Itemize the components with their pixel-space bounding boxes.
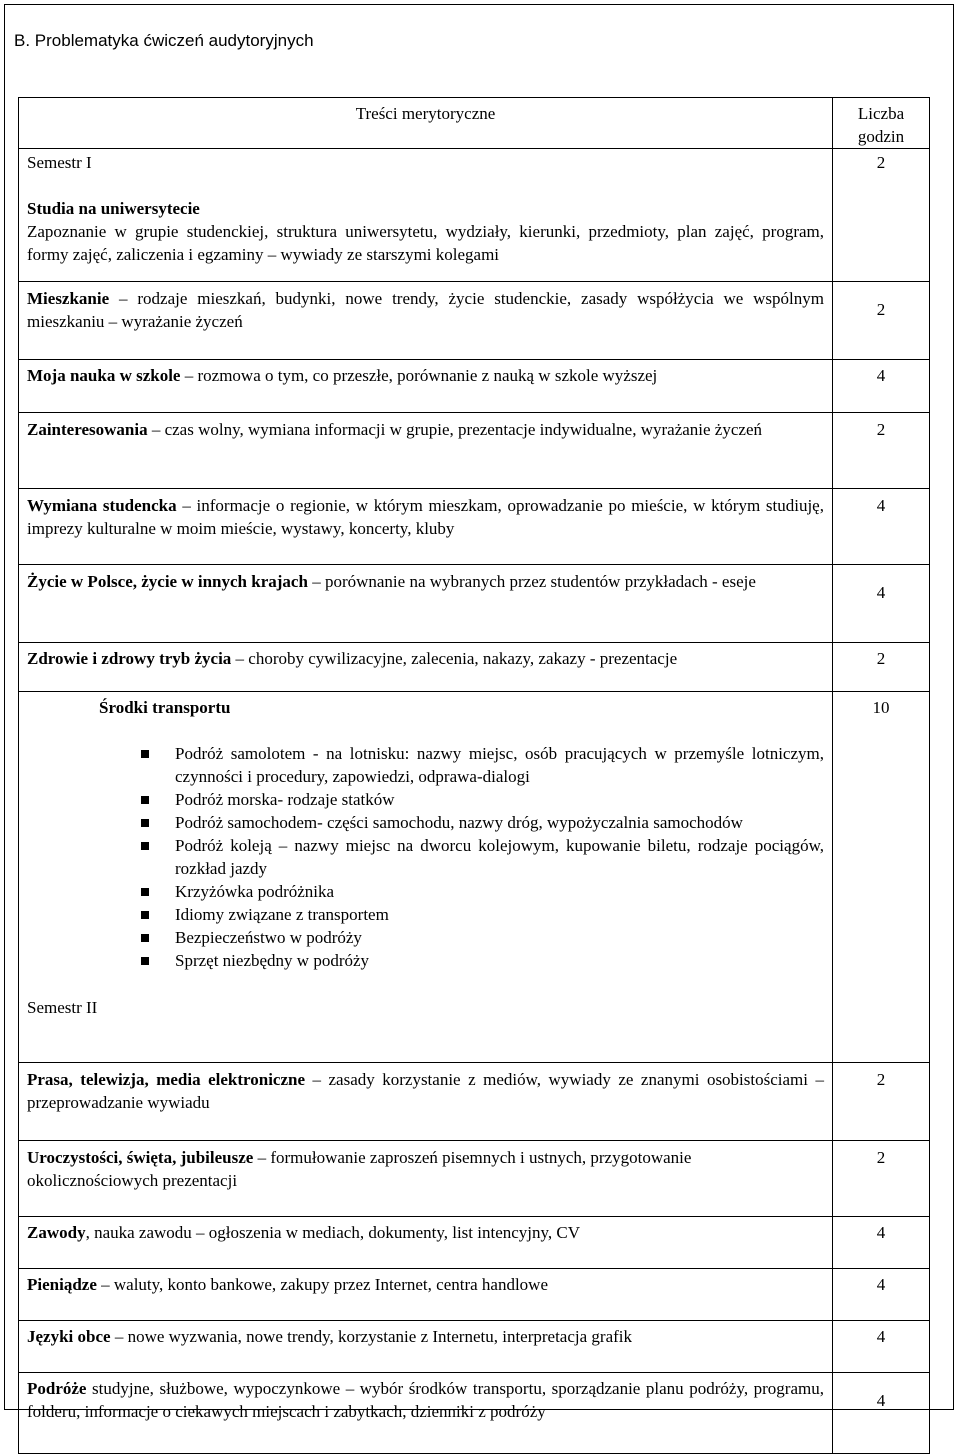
topic-title: Zainteresowania: [27, 420, 148, 439]
table-row: [19, 149, 930, 282]
hours-cell: 4: [833, 1321, 930, 1373]
topic-cell: [19, 1141, 833, 1217]
table-header-row: [19, 98, 930, 149]
topic-title: Życie w Polsce, życie w innych krajach: [27, 572, 308, 591]
topic-cell: [19, 643, 833, 692]
list-item: Bezpieczeństwo w podróży: [175, 926, 824, 949]
topic-title: Języki obce: [27, 1327, 111, 1346]
topic-title: Zawody: [27, 1223, 86, 1242]
hours-cell: 2: [833, 643, 930, 692]
section-heading: B. Problematyka ćwiczeń audytoryjnych: [14, 31, 314, 50]
list-item: Sprzęt niezbędny w podróży: [175, 949, 824, 972]
topic-title: Środki transportu: [99, 698, 231, 717]
topic-title: Podróże: [27, 1379, 87, 1398]
transport-list: [27, 742, 824, 972]
table-row: [19, 1269, 930, 1321]
topic-cell: [19, 360, 833, 413]
table-row: [19, 1063, 930, 1141]
topic-text: studyjne, służbowe, wypoczynkowe – wybór środków transportu, sporządzanie planu podróży, programu, folderu, informacje o ciekawych miejscach i zabytkach, dzienniki z podróży: [27, 1379, 824, 1421]
topic-cell: [19, 1321, 833, 1373]
table-row: [19, 692, 930, 1063]
topic-title: Prasa, telewizja, media elektroniczne: [27, 1070, 306, 1089]
topic-text: – rozmowa o tym, co przeszłe, porównanie z nauką w szkole wyższej: [180, 366, 658, 385]
hours-cell: 10: [833, 692, 930, 1063]
list-item: Podróż samolotem - na lotnisku: nazwy miejsc, osób pracujących w przemyśle lotniczym, czynności i procedury, zapowiedzi, odprawa-dialogi: [175, 744, 824, 786]
topic-text: – rodzaje mieszkań, budynki, nowe trendy, życie studenckie, zasady współżycia we wspólnym mieszkaniu – wyrażanie życzeń: [27, 289, 824, 331]
transport-cell: [19, 692, 833, 1063]
topic-text: – porównanie na wybranych przez studentów przykładach - eseje: [307, 572, 756, 591]
topic-text: – informacje o regionie, w którym mieszkam, oprowadzanie po mieście, w którym studiuję, imprezy kulturalne w moim mieście, wystawy, koncerty, kluby: [27, 496, 824, 538]
list-item: Krzyżówka podróżnika: [175, 880, 824, 903]
topic-cell: [19, 1269, 833, 1321]
table-row: [19, 1373, 930, 1454]
topic-cell: [19, 489, 833, 565]
semester1-label: Semestr I: [27, 153, 92, 172]
topic-title: Pieniądze: [27, 1275, 97, 1294]
topic-text: – nowe wyzwania, nowe trendy, korzystanie z Internetu, interpretacja grafik: [110, 1327, 633, 1346]
hours-cell: 2: [833, 1141, 930, 1217]
hours-cell: 2: [833, 282, 930, 360]
hours-column-header: Liczba godzin: [833, 98, 930, 149]
list-item: Idiomy związane z transportem: [175, 903, 824, 926]
hours-cell: 4: [833, 489, 930, 565]
topic-text: , nauka zawodu – ogłoszenia w mediach, dokumenty, list intencyjny, CV: [85, 1223, 581, 1242]
topic-cell: [19, 282, 833, 360]
topic-text: – formułowanie zaproszeń pisemnych i ustnych, przygotowanie okolicznościowych prezentacji: [27, 1148, 692, 1190]
topic-text: – czas wolny, wymiana informacji w grupie, prezentacje indywidualne, wyrażanie życzeń: [147, 420, 762, 439]
hours-cell: 4: [833, 360, 930, 413]
topic-cell: [19, 1373, 833, 1454]
topic-title: Wymiana studencka: [27, 496, 177, 515]
table-row: [19, 1217, 930, 1269]
topic-title: Moja nauka w szkole: [27, 366, 181, 385]
transport-title: [27, 696, 824, 719]
topic-cell: [19, 1217, 833, 1269]
list-item: Podróż samochodem- części samochodu, nazwy dróg, wypożyczalnia samochodów: [175, 811, 824, 834]
table-row: [19, 413, 930, 489]
hours-cell: 2: [833, 1063, 930, 1141]
topic-text: Zapoznanie w grupie studenckiej, struktura uniwersytetu, wydziały, kierunki, przedmioty, plan zajęć, program, formy zajęć, zaliczenia i egzaminy – wywiady ze starszymi kolegami: [27, 222, 824, 264]
table-row: [19, 1141, 930, 1217]
semester2-label: Semestr II: [27, 998, 98, 1017]
list-item: Podróż morska- rodzaje statków: [175, 788, 824, 811]
content-column-header: Treści merytoryczne: [19, 98, 833, 149]
topic-title: Studia na uniwersytecie: [27, 199, 200, 218]
hours-cell: 4: [833, 565, 930, 643]
topic-studia: [27, 197, 824, 266]
hours-cell: 4: [833, 1373, 930, 1454]
table-row: [19, 360, 930, 413]
topic-cell: [19, 413, 833, 489]
topic-text: – zasady korzystanie z mediów, wywiady ze znanymi osobistościami – przeprowadzanie wywiadu: [27, 1070, 824, 1112]
topic-text: – choroby cywilizacyjne, zalecenia, nakazy, zakazy - prezentacje: [231, 649, 678, 668]
table-row: [19, 1321, 930, 1373]
hours-cell: 2: [833, 149, 930, 282]
hours-cell: 4: [833, 1269, 930, 1321]
topic-title: Uroczystości, święta, jubileusze: [27, 1148, 254, 1167]
topic-cell: [19, 565, 833, 643]
list-item: Podróż koleją – nazwy miejsc na dworcu kolejowym, kupowanie biletu, rodzaje pociągów, rozkład jazdy: [175, 836, 824, 878]
hours-cell: 2: [833, 413, 930, 489]
topic-cell: [19, 1063, 833, 1141]
topic-title: Mieszkanie: [27, 289, 110, 308]
table-row: [19, 282, 930, 360]
table-row: [19, 643, 930, 692]
topic-title: Zdrowie i zdrowy tryb życia: [27, 649, 232, 668]
semester1-cell: [19, 149, 833, 282]
syllabus-table: [18, 97, 930, 1454]
topic-text: – waluty, konto bankowe, zakupy przez Internet, centra handlowe: [96, 1275, 549, 1294]
table-row: [19, 489, 930, 565]
hours-cell: 4: [833, 1217, 930, 1269]
table-row: [19, 565, 930, 643]
